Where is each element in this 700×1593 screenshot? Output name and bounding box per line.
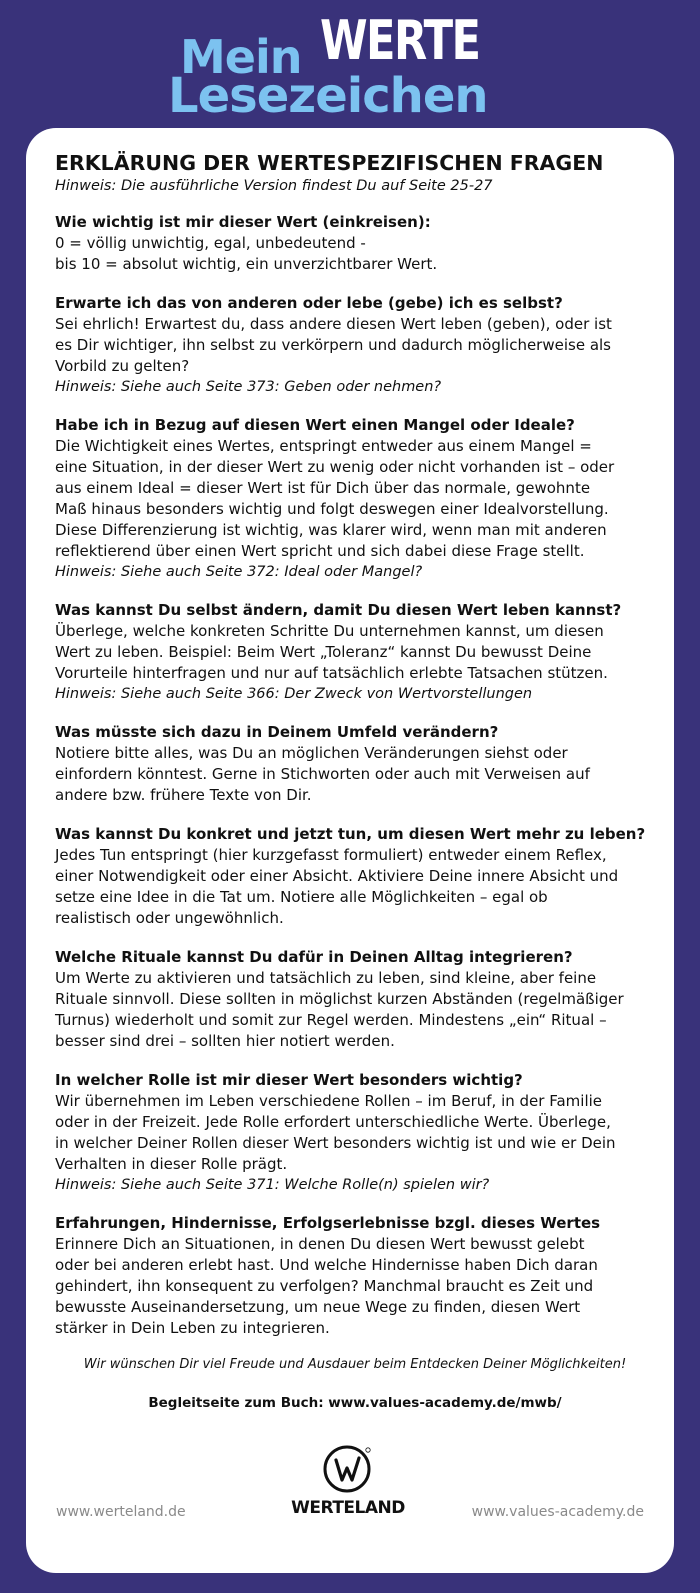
section-text-line: bis 10 = absolut wichtig, ein unverzichtbarer Wert. — [55, 255, 438, 273]
section-text-line: Wir übernehmen im Leben verschiedene Rollen – im Beruf, in der Familie — [55, 1092, 603, 1110]
section-text-line: Wert zu leben. Beispiel: Beim Wert „Toleranz“ kannst Du bewusst Deine — [55, 643, 592, 661]
section-text-line: Überlege, welche konkreten Schritte Du unternehmen kannst, um diesen — [55, 622, 604, 640]
question-section — [55, 293, 655, 397]
section-text-line: Verhalten in dieser Rolle prägt. — [55, 1155, 288, 1173]
section-hint: Hinweis: Siehe auch Seite 373: Geben oder nehmen? — [55, 379, 442, 395]
section-question: Was kannst Du selbst ändern, damit Du diesen Wert leben kannst? — [55, 601, 622, 619]
page-subtitle: Hinweis: Die ausführliche Version findest Du auf Seite 25-27 — [55, 178, 493, 194]
question-section — [55, 415, 655, 582]
content — [55, 150, 655, 1413]
section-text-line: besser sind drei – sollten hier notiert werden. — [55, 1032, 395, 1050]
section-hint: Hinweis: Siehe auch Seite 371: Welche Rolle(n) spielen wir? — [55, 1177, 490, 1193]
question-section — [55, 212, 655, 275]
closing-text: Wir wünschen Dir viel Freude und Ausdauer beim Entdecken Deiner Möglichkeiten! — [83, 1357, 627, 1372]
section-question: In welcher Rolle ist mir dieser Wert besonders wichtig? — [55, 1071, 523, 1089]
section-text-line: Jedes Tun entspringt (hier kurzgefasst formuliert) entweder einem Reflex, — [55, 846, 607, 864]
section-question: Was müsste sich dazu in Deinem Umfeld verändern? — [55, 723, 499, 741]
section-text-line: realistisch oder ungewöhnlich. — [55, 909, 284, 927]
question-section — [55, 947, 655, 1052]
footer-right-url[interactable]: www.values-academy.de — [471, 1504, 644, 1520]
section-question: Habe ich in Bezug auf diesen Wert einen Mangel oder Ideale? — [55, 416, 575, 434]
question-section — [55, 1070, 655, 1195]
section-text-line: bewusste Auseinandersetzung, um neue Wege zu finden, diesen Wert — [55, 1298, 581, 1316]
section-text-line: Turnus) wiederholt und somit zur Regel werden. Mindestens „ein“ Ritual – — [55, 1011, 607, 1029]
section-text-line: gehindert, ihn konsequent zu verfolgen? Manchmal braucht es Zeit und — [55, 1277, 594, 1295]
section-text-line: Sei ehrlich! Erwartest du, dass andere diesen Wert leben (geben), oder ist — [55, 315, 612, 333]
section-hint: Hinweis: Siehe auch Seite 372: Ideal oder Mangel? — [55, 564, 423, 580]
section-question: Was kannst Du konkret und jetzt tun, um diesen Wert mehr zu leben? — [55, 825, 646, 843]
section-text-line: oder bei anderen erlebt hast. Und welche Hindernisse haben Dich daran — [55, 1256, 598, 1274]
header — [0, 0, 700, 130]
question-section — [55, 600, 655, 704]
section-text-line: setze eine Idee in die Tat um. Notiere alle Möglichkeiten – egal ob — [55, 888, 548, 906]
section-question: Welche Rituale kannst Du dafür in Deinen Alltag integrieren? — [55, 948, 573, 966]
brand-name: WERTELAND — [291, 1498, 405, 1518]
section-text-line: Erinnere Dich an Situationen, in denen Du diesen Wert bewusst gelebt — [55, 1235, 585, 1253]
brand-logo — [278, 1442, 418, 1518]
logo-werte: WERTE — [320, 9, 480, 72]
section-question: Wie wichtig ist mir dieser Wert (einkreisen): — [55, 213, 431, 231]
section-text-line: Vorurteile hinterfragen und nur auf tatsächlich erlebte Tatsachen stützen. — [55, 664, 608, 682]
section-text-line: einfordern könntest. Gerne in Stichworten oder auch mit Verweisen auf — [55, 765, 590, 783]
question-section — [55, 1213, 655, 1339]
section-text-line: Die Wichtigkeit eines Wertes, entspringt entweder aus einem Mangel = — [55, 437, 592, 455]
section-text-line: es Dir wichtiger, ihn selbst zu verkörpern und dadurch möglicherweise als — [55, 336, 611, 354]
section-text-line: aus einem Ideal = dieser Wert ist für Dich über das normale, gewohnte — [55, 479, 591, 497]
footer-left-url[interactable]: www.werteland.de — [56, 1504, 186, 1520]
section-question: Erfahrungen, Hindernisse, Erfolgserlebnisse bzgl. dieses Wertes — [55, 1214, 601, 1232]
section-text-line: oder in der Freizeit. Jede Rolle erfordert unterschiedliche Werte. Überlege, — [55, 1113, 611, 1131]
werteland-w-logo-icon — [321, 1442, 375, 1496]
page-title: ERKLÄRUNG DER WERTESPEZIFISCHEN FRAGEN — [55, 151, 604, 175]
question-sections — [55, 212, 655, 1339]
section-text-line: Notiere bitte alles, was Du an möglichen Veränderungen siehst oder — [55, 744, 568, 762]
section-text-line: Maß hinaus besonders wichtig und folgt deswegen einer Idealvorstellung. — [55, 500, 609, 518]
section-text-line: Rituale sinnvoll. Diese sollten in möglichst kurzen Abständen (regelmäßiger — [55, 990, 624, 1008]
section-text-line: einer Notwendigkeit oder einer Absicht. Aktiviere Deine innere Absicht und — [55, 867, 619, 885]
logo-lesezeichen: Lesezeichen — [168, 68, 488, 124]
section-text-line: eine Situation, in der dieser Wert zu wenig oder nicht vorhanden ist – oder — [55, 458, 615, 476]
logo-mein: Mein — [180, 30, 302, 84]
section-text-line: 0 = völlig unwichtig, egal, unbedeutend - — [55, 234, 366, 252]
section-text-line: Diese Differenzierung ist wichtig, was klarer wird, wenn man mit anderen — [55, 521, 607, 539]
section-text-line: stärker in Dein Leben zu integrieren. — [55, 1319, 330, 1337]
section-text-line: Um Werte zu aktivieren und tatsächlich zu leben, sind kleine, aber feine — [55, 969, 597, 987]
section-question: Erwarte ich das von anderen oder lebe (gebe) ich es selbst? — [55, 294, 563, 312]
section-text-line: andere bzw. frühere Texte von Dir. — [55, 786, 312, 804]
question-section — [55, 722, 655, 806]
section-text-line: in welcher Deiner Rollen dieser Wert besonders wichtig ist und wie er Dein — [55, 1134, 616, 1152]
companion-link[interactable]: Begleitseite zum Buch: www.values-academy.de/mwb/ — [148, 1395, 562, 1411]
question-section — [55, 824, 655, 929]
section-text-line: reflektierend über einen Wert spricht und sich dabei diese Frage stellt. — [55, 542, 585, 560]
content-card — [26, 128, 674, 1573]
section-text-line: Vorbild zu gelten? — [55, 357, 190, 375]
section-hint: Hinweis: Siehe auch Seite 366: Der Zweck von Wertvorstellungen — [55, 686, 533, 702]
